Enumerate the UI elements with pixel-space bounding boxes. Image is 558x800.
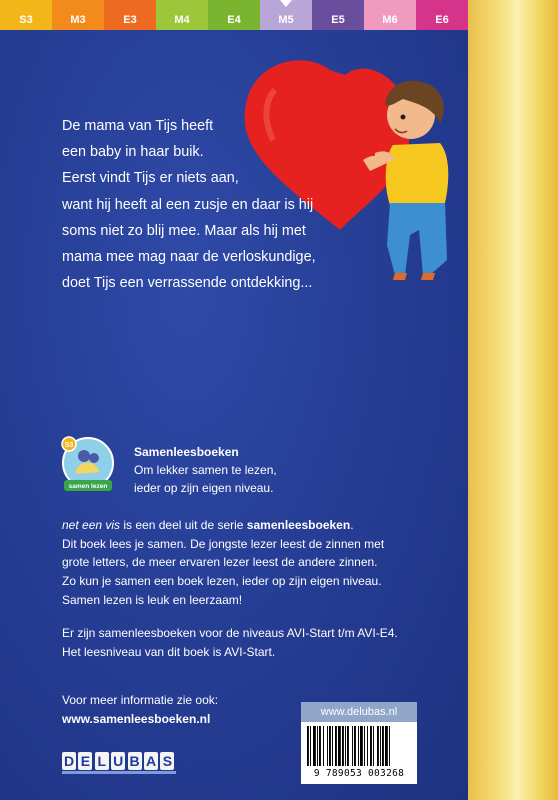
active-level-marker bbox=[280, 0, 292, 7]
level-tab-e5 bbox=[312, 0, 364, 30]
level-tab-label: M6 bbox=[382, 14, 398, 26]
barcode-bar bbox=[338, 726, 341, 766]
publisher-letter: E bbox=[78, 752, 92, 770]
blurb-line: mama mee mag naar de verloskundige, bbox=[62, 249, 316, 266]
barcode-bar bbox=[358, 726, 359, 766]
series-tagline bbox=[134, 462, 277, 497]
level-tab-label: E5 bbox=[331, 14, 345, 26]
level-tab-e6 bbox=[416, 0, 468, 30]
barcode-bar bbox=[335, 726, 337, 766]
level-tab-s3 bbox=[0, 0, 52, 30]
barcode-bar bbox=[332, 726, 333, 766]
book-title: net een vis bbox=[62, 518, 121, 532]
info-first-line bbox=[62, 516, 462, 535]
level-tab-m6 bbox=[364, 0, 416, 30]
barcode-bars bbox=[307, 726, 411, 766]
barcode-bar bbox=[323, 726, 324, 766]
info-mid: is een deel uit de serie bbox=[120, 518, 247, 532]
avi-line: Er zijn samenleesboeken voor de niveaus AVI-Start t/m AVI-E4. bbox=[62, 626, 398, 640]
publisher-letter: U bbox=[113, 753, 124, 769]
publisher-letter: L bbox=[95, 752, 109, 770]
blurb-line: De mama van Tijs heeft bbox=[62, 118, 214, 134]
level-tabs bbox=[0, 0, 468, 30]
barcode-bar bbox=[345, 726, 346, 766]
publisher-underline bbox=[62, 771, 176, 774]
barcode-bar bbox=[380, 726, 381, 766]
level-tab-m4 bbox=[156, 0, 208, 30]
info-lines bbox=[62, 535, 462, 610]
barcode-bar bbox=[347, 726, 349, 766]
barcode-bar bbox=[329, 726, 331, 766]
level-tab-label: M3 bbox=[70, 14, 86, 26]
publisher-letter: A bbox=[145, 753, 157, 769]
series-info bbox=[62, 516, 462, 610]
logo-badge-label: S3 bbox=[64, 442, 74, 449]
barcode-bar bbox=[377, 726, 379, 766]
publisher-letter: D bbox=[63, 753, 75, 769]
barcode-bar bbox=[342, 726, 344, 766]
barcode-bar bbox=[352, 726, 353, 766]
barcode-bar bbox=[389, 726, 390, 766]
info-line: Zo kun je samen een boek lezen, ieder op zijn eigen niveau. bbox=[62, 574, 382, 589]
level-tab-label: E4 bbox=[227, 14, 241, 26]
blurb-line: soms niet zo blij mee. Maar als hij met bbox=[62, 222, 306, 239]
level-tab-e4 bbox=[208, 0, 260, 30]
level-tab-m3 bbox=[52, 0, 104, 30]
barcode-bar bbox=[373, 726, 374, 766]
level-tab-label: E3 bbox=[123, 14, 137, 26]
publisher-letter: B bbox=[129, 753, 140, 769]
level-tab-e3 bbox=[104, 0, 156, 30]
tagline-line: Om lekker samen te lezen, bbox=[134, 463, 277, 477]
avi-levels bbox=[62, 624, 398, 661]
level-tab-label: E6 bbox=[435, 14, 449, 26]
avi-line: Het leesniveau van dit boek is AVI-Start. bbox=[62, 644, 276, 659]
barcode-bar bbox=[385, 726, 388, 766]
level-tab-label: S3 bbox=[19, 14, 33, 26]
info-line: grote letters, de meer ervaren lezer leest de andere zinnen. bbox=[62, 555, 378, 570]
barcode-bar bbox=[313, 726, 316, 766]
blurb-line: een baby in haar buik. bbox=[62, 144, 204, 161]
series-title: Samenleesboeken bbox=[134, 445, 239, 459]
level-tab-label: M4 bbox=[174, 14, 190, 26]
info-end: . bbox=[350, 518, 354, 532]
barcode-bar bbox=[319, 726, 321, 766]
barcode-bar bbox=[307, 726, 309, 766]
blurb-line: doet Tijs een verrassende ontdekking... bbox=[62, 275, 313, 292]
info-line: Samen lezen is leuk en leerzaam! bbox=[62, 592, 243, 607]
publisher-url: www.delubas.nl bbox=[301, 702, 417, 722]
isbn-digits: 9 789053 003268 bbox=[313, 768, 405, 779]
barcode-bar bbox=[382, 726, 384, 766]
barcode-bar bbox=[327, 726, 328, 766]
blurb-line: want hij heeft al een zusje en daar is hij bbox=[62, 196, 314, 213]
blurb-line: Eerst vindt Tijs er niets aan, bbox=[62, 170, 239, 187]
barcode-bar bbox=[360, 726, 363, 766]
logo-caption: samen lezen bbox=[68, 483, 108, 490]
level-tab-label: M5 bbox=[278, 14, 294, 26]
barcode bbox=[301, 722, 417, 784]
barcode-bar bbox=[367, 726, 368, 766]
barcode-bar bbox=[364, 726, 365, 766]
barcode-bar bbox=[354, 726, 356, 766]
website-link[interactable]: www.samenleesboeken.nl bbox=[62, 712, 211, 726]
blurb-text bbox=[62, 113, 462, 296]
barcode-bar bbox=[317, 726, 318, 766]
yellow-spine bbox=[468, 0, 558, 800]
more-info-label: Voor meer informatie zie ook: bbox=[62, 693, 219, 707]
info-line: Dit boek lees je samen. De jongste lezer leest de zinnen met bbox=[62, 536, 385, 551]
publisher-letter: S bbox=[160, 752, 174, 770]
publisher-logo bbox=[62, 752, 176, 774]
tagline-line: ieder op zijn eigen niveau. bbox=[134, 480, 274, 495]
samen-lezen-logo bbox=[60, 436, 116, 494]
barcode-bar bbox=[370, 726, 372, 766]
barcode-bar bbox=[310, 726, 311, 766]
series-name: samenleesboeken bbox=[246, 518, 351, 532]
level-tab-m5 bbox=[260, 0, 312, 30]
